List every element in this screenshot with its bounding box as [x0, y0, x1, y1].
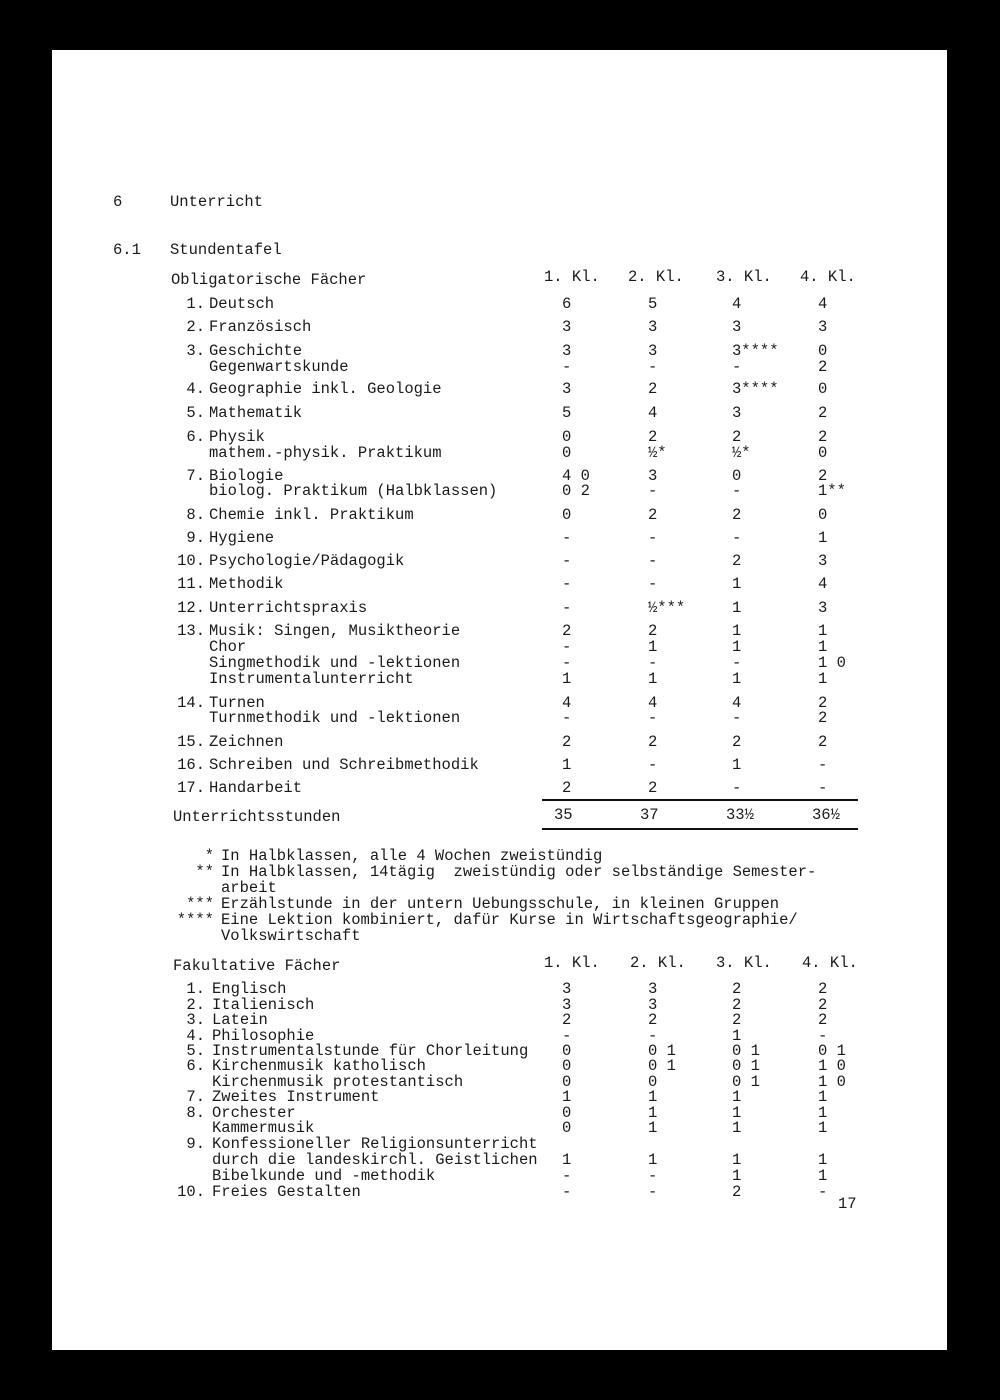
footnote-text: Eine Lektion kombiniert, dafür Kurse in Wirtschaftsgeographie/: [221, 911, 798, 929]
hours-cell: -: [562, 358, 572, 376]
hours-cell: 4: [732, 694, 742, 712]
hours-cell: 2: [818, 694, 828, 712]
hours-cell: 2: [562, 622, 572, 640]
subject-label: Gegenwartskunde: [209, 358, 349, 376]
subject-label: Konfessioneller Religionsunterricht: [212, 1135, 538, 1153]
row-number: 6.: [186, 428, 205, 446]
hours-cell: 0: [562, 506, 572, 524]
hours-cell: 2: [648, 506, 658, 524]
row-number: 10.: [177, 552, 205, 570]
row-number: 2.: [186, 996, 205, 1014]
hours-cell: 1: [732, 1027, 742, 1045]
row-number: 10.: [177, 1183, 205, 1201]
row-number: 3.: [186, 342, 205, 360]
subject-label: Psychologie/Pädagogik: [209, 552, 405, 570]
column-header: 2. Kl.: [630, 954, 686, 972]
hours-cell: 3: [732, 318, 742, 336]
hours-cell: 3: [562, 996, 572, 1014]
hours-cell: -: [818, 756, 828, 774]
hours-cell: 0 1: [648, 1042, 676, 1060]
hours-cell: 3: [648, 318, 658, 336]
hours-cell: 1 0: [818, 1073, 846, 1091]
subject-label: Kammermusik: [212, 1119, 315, 1137]
hours-cell: 4 0: [562, 467, 590, 485]
hours-cell: 6: [562, 295, 572, 313]
row-number: 7.: [186, 467, 205, 485]
hours-cell: -: [648, 529, 658, 547]
hours-cell: 1: [562, 1151, 572, 1169]
hours-cell: -: [562, 1027, 572, 1045]
hours-cell: 0 1: [732, 1057, 760, 1075]
subject-label: Latein: [212, 1011, 268, 1029]
footnote-text: Volkswirtschaft: [221, 927, 361, 945]
section-number: 6: [113, 193, 123, 211]
hours-cell: -: [648, 1167, 658, 1185]
hours-cell: 4: [818, 295, 828, 313]
footnote-text: arbeit: [221, 879, 277, 897]
row-number: 6.: [186, 1057, 205, 1075]
hours-cell: 3: [732, 404, 742, 422]
hours-cell: 1: [648, 670, 658, 688]
column-header: 4. Kl.: [800, 268, 856, 286]
subject-label: Englisch: [212, 980, 287, 998]
hours-cell: 2: [818, 467, 828, 485]
footnote-text: In Halbklassen, alle 4 Wochen zweistündig: [221, 847, 603, 865]
hours-cell: 1: [732, 638, 742, 656]
hours-cell: 0: [818, 380, 828, 398]
optional-heading: Fakultative Fächer: [173, 957, 341, 975]
row-number: 5.: [186, 404, 205, 422]
hours-cell: 1: [818, 1167, 828, 1185]
hours-cell: -: [648, 756, 658, 774]
hours-cell: 1: [562, 756, 572, 774]
hours-cell: 2: [732, 1183, 742, 1201]
hours-cell: 5: [648, 295, 658, 313]
hours-cell: 1: [732, 1151, 742, 1169]
hours-cell: 1: [732, 1104, 742, 1122]
subject-label: Musik: Singen, Musiktheorie: [209, 622, 461, 640]
column-header: 1. Kl.: [544, 268, 600, 286]
footnote-mark: ***: [186, 895, 214, 913]
hours-cell: 3: [648, 980, 658, 998]
hours-cell: 4: [648, 694, 658, 712]
subject-label: Turnmethodik und -lektionen: [209, 709, 461, 727]
hours-cell: -: [818, 1183, 828, 1201]
hours-cell: 2: [648, 779, 658, 797]
subject-label: Chor: [209, 638, 247, 656]
hours-cell: 2: [818, 358, 828, 376]
hours-cell: 0: [818, 444, 828, 462]
subject-label: Turnen: [209, 694, 265, 712]
hours-cell: 1: [818, 529, 828, 547]
hours-cell: -: [562, 654, 572, 672]
hours-cell: 2: [648, 1011, 658, 1029]
hours-cell: -: [732, 779, 742, 797]
hours-cell: 1: [648, 1104, 658, 1122]
hours-cell: 1: [732, 599, 742, 617]
hours-cell: 1: [732, 1167, 742, 1185]
hours-cell: 4: [648, 404, 658, 422]
row-number: 15.: [177, 733, 205, 751]
hours-cell: 2: [732, 1011, 742, 1029]
hours-cell: 3: [648, 996, 658, 1014]
column-header: 3. Kl.: [716, 268, 772, 286]
hours-cell: 1: [732, 575, 742, 593]
subject-label: Chemie inkl. Praktikum: [209, 506, 414, 524]
hours-cell: ½*: [732, 444, 751, 462]
hours-cell: 3: [818, 318, 828, 336]
hours-cell: -: [648, 654, 658, 672]
row-number: 11.: [177, 575, 205, 593]
subject-label: Kirchenmusik protestantisch: [212, 1073, 464, 1091]
hours-cell: 1: [648, 1088, 658, 1106]
subject-label: Deutsch: [209, 295, 275, 313]
hours-cell: 1: [648, 638, 658, 656]
hours-cell: 0: [648, 1073, 658, 1091]
hours-cell: 5: [562, 404, 572, 422]
hours-cell: 1: [562, 1088, 572, 1106]
footnote-text: In Halbklassen, 14tägig zweistündig oder selbständige Semester-: [221, 863, 817, 881]
total-rule: [542, 799, 858, 801]
hours-cell: 2: [818, 404, 828, 422]
hours-cell: 3: [562, 318, 572, 336]
row-number: 4.: [186, 380, 205, 398]
row-number: 4.: [186, 1027, 205, 1045]
hours-cell: 3: [648, 467, 658, 485]
subject-label: Geographie inkl. Geologie: [209, 380, 442, 398]
hours-cell: -: [732, 529, 742, 547]
hours-cell: -: [562, 575, 572, 593]
hours-cell: 0 1: [648, 1057, 676, 1075]
hours-cell: 3****: [732, 380, 779, 398]
hours-cell: 0: [818, 506, 828, 524]
hours-cell: 3: [562, 980, 572, 998]
subject-label: Zeichnen: [209, 733, 284, 751]
hours-cell: 2: [732, 980, 742, 998]
hours-cell: 3: [562, 342, 572, 360]
total-cell: 36½: [812, 806, 840, 824]
footnote-mark: **: [195, 863, 214, 881]
hours-cell: -: [648, 575, 658, 593]
hours-cell: 4: [562, 694, 572, 712]
hours-cell: -: [562, 638, 572, 656]
hours-cell: -: [562, 599, 572, 617]
hours-cell: -: [562, 1167, 572, 1185]
hours-cell: 1: [732, 670, 742, 688]
hours-cell: -: [648, 1027, 658, 1045]
hours-cell: 1: [818, 622, 828, 640]
hours-cell: 2: [648, 733, 658, 751]
subject-label: Physik: [209, 428, 265, 446]
row-number: 1.: [186, 980, 205, 998]
subject-label: Philosophie: [212, 1027, 315, 1045]
total-cell: 35: [554, 806, 573, 824]
hours-cell: 1: [818, 1151, 828, 1169]
hours-cell: 0 1: [732, 1073, 760, 1091]
footnote-mark: *: [204, 847, 214, 865]
hours-cell: 1: [818, 670, 828, 688]
hours-cell: 1: [818, 1119, 828, 1137]
hours-cell: 1: [732, 1119, 742, 1137]
subject-label: Instrumentalstunde für Chorleitung: [212, 1042, 529, 1060]
hours-cell: -: [648, 552, 658, 570]
hours-cell: ½***: [648, 599, 686, 617]
hours-cell: 2: [732, 996, 742, 1014]
column-header: 2. Kl.: [628, 268, 684, 286]
hours-cell: -: [648, 482, 658, 500]
hours-cell: ½*: [648, 444, 667, 462]
column-header: 4. Kl.: [802, 954, 858, 972]
hours-cell: 2: [562, 733, 572, 751]
hours-cell: 1**: [818, 482, 846, 500]
hours-cell: 0: [562, 1119, 572, 1137]
hours-cell: 2: [818, 980, 828, 998]
row-number: 9.: [186, 1135, 205, 1153]
obligatory-heading: Obligatorische Fächer: [171, 271, 367, 289]
column-header: 1. Kl.: [544, 954, 600, 972]
hours-cell: 3: [818, 552, 828, 570]
hours-cell: 0: [562, 1073, 572, 1091]
hours-cell: 1: [732, 1088, 742, 1106]
total-cell: 37: [640, 806, 659, 824]
hours-cell: -: [562, 529, 572, 547]
hours-cell: 0: [562, 1042, 572, 1060]
hours-cell: 2: [648, 380, 658, 398]
row-number: 5.: [186, 1042, 205, 1060]
row-number: 14.: [177, 694, 205, 712]
row-number: 13.: [177, 622, 205, 640]
subject-label: Methodik: [209, 575, 284, 593]
subject-label: Orchester: [212, 1104, 296, 1122]
hours-cell: 3: [818, 599, 828, 617]
hours-cell: 4: [818, 575, 828, 593]
row-number: 7.: [186, 1088, 205, 1106]
hours-cell: 2: [562, 1011, 572, 1029]
row-number: 17.: [177, 779, 205, 797]
hours-cell: 2: [818, 1011, 828, 1029]
page-number: 17: [838, 1195, 857, 1213]
hours-cell: -: [732, 709, 742, 727]
hours-cell: 0: [562, 1057, 572, 1075]
subject-label: Französisch: [209, 318, 312, 336]
row-number: 2.: [186, 318, 205, 336]
hours-cell: 0: [562, 428, 572, 446]
total-cell: 33½: [726, 806, 754, 824]
hours-cell: 1: [648, 1119, 658, 1137]
row-number: 8.: [186, 1104, 205, 1122]
subsection-title: Stundentafel: [170, 241, 282, 259]
subject-label: mathem.-physik. Praktikum: [209, 444, 442, 462]
hours-cell: 1: [818, 638, 828, 656]
hours-cell: -: [818, 1027, 828, 1045]
total-label: Unterrichtsstunden: [173, 808, 341, 826]
hours-cell: 2: [732, 506, 742, 524]
subject-label: Schreiben und Schreibmethodik: [209, 756, 479, 774]
subject-label: Zweites Instrument: [212, 1088, 380, 1106]
hours-cell: 1: [732, 756, 742, 774]
hours-cell: 0 1: [818, 1042, 846, 1060]
hours-cell: 2: [732, 428, 742, 446]
hours-cell: -: [648, 1183, 658, 1201]
subject-label: Geschichte: [209, 342, 303, 360]
column-header: 3. Kl.: [716, 954, 772, 972]
hours-cell: 1: [818, 1104, 828, 1122]
hours-cell: 2: [818, 733, 828, 751]
subsection-number: 6.1: [113, 241, 141, 259]
subject-label: biolog. Praktikum (Halbklassen): [209, 482, 498, 500]
section-title: Unterricht: [170, 193, 264, 211]
hours-cell: 3****: [732, 342, 779, 360]
hours-cell: 2: [818, 996, 828, 1014]
subject-label: Hygiene: [209, 529, 275, 547]
hours-cell: 0 1: [732, 1042, 760, 1060]
hours-cell: 2: [648, 622, 658, 640]
hours-cell: -: [562, 552, 572, 570]
hours-cell: 3: [648, 342, 658, 360]
hours-cell: -: [732, 358, 742, 376]
hours-cell: 2: [732, 552, 742, 570]
hours-cell: -: [562, 1183, 572, 1201]
hours-cell: 4: [732, 295, 742, 313]
hours-cell: -: [562, 709, 572, 727]
hours-cell: 0: [562, 444, 572, 462]
hours-cell: 1: [562, 670, 572, 688]
hours-cell: -: [818, 779, 828, 797]
hours-cell: 1: [732, 622, 742, 640]
subject-label: Unterrichtspraxis: [209, 599, 368, 617]
subject-label: Bibelkunde und -methodik: [212, 1167, 436, 1185]
subject-label: Freies Gestalten: [212, 1183, 361, 1201]
row-number: 3.: [186, 1011, 205, 1029]
hours-cell: 0: [818, 342, 828, 360]
footnote-text: Erzählstunde in der untern Uebungsschule, in kleinen Gruppen: [221, 895, 780, 913]
footnote-mark: ****: [176, 911, 214, 929]
row-number: 9.: [186, 529, 205, 547]
subject-label: Mathematik: [209, 404, 303, 422]
hours-cell: 2: [648, 428, 658, 446]
row-number: 16.: [177, 756, 205, 774]
hours-cell: 0: [732, 467, 742, 485]
subject-label: durch die landeskirchl. Geistlichen: [212, 1151, 538, 1169]
hours-cell: -: [732, 482, 742, 500]
hours-cell: 1 0: [818, 1057, 846, 1075]
subject-label: Biologie: [209, 467, 284, 485]
subject-label: Italienisch: [212, 996, 315, 1014]
subject-label: Instrumentalunterricht: [209, 670, 414, 688]
hours-cell: 2: [818, 709, 828, 727]
hours-cell: 1 0: [818, 654, 846, 672]
hours-cell: 1: [818, 1088, 828, 1106]
hours-cell: 1: [648, 1151, 658, 1169]
hours-cell: 2: [562, 779, 572, 797]
hours-cell: 0: [562, 1104, 572, 1122]
hours-cell: 2: [818, 428, 828, 446]
hours-cell: -: [648, 358, 658, 376]
subject-label: Handarbeit: [209, 779, 303, 797]
subject-label: Kirchenmusik katholisch: [212, 1057, 426, 1075]
total-rule-bottom: [542, 828, 858, 830]
hours-cell: 0 2: [562, 482, 590, 500]
hours-cell: 2: [732, 733, 742, 751]
subject-label: Singmethodik und -lektionen: [209, 654, 461, 672]
row-number: 1.: [186, 295, 205, 313]
row-number: 8.: [186, 506, 205, 524]
hours-cell: -: [732, 654, 742, 672]
hours-cell: 3: [562, 380, 572, 398]
row-number: 12.: [177, 599, 205, 617]
hours-cell: -: [648, 709, 658, 727]
